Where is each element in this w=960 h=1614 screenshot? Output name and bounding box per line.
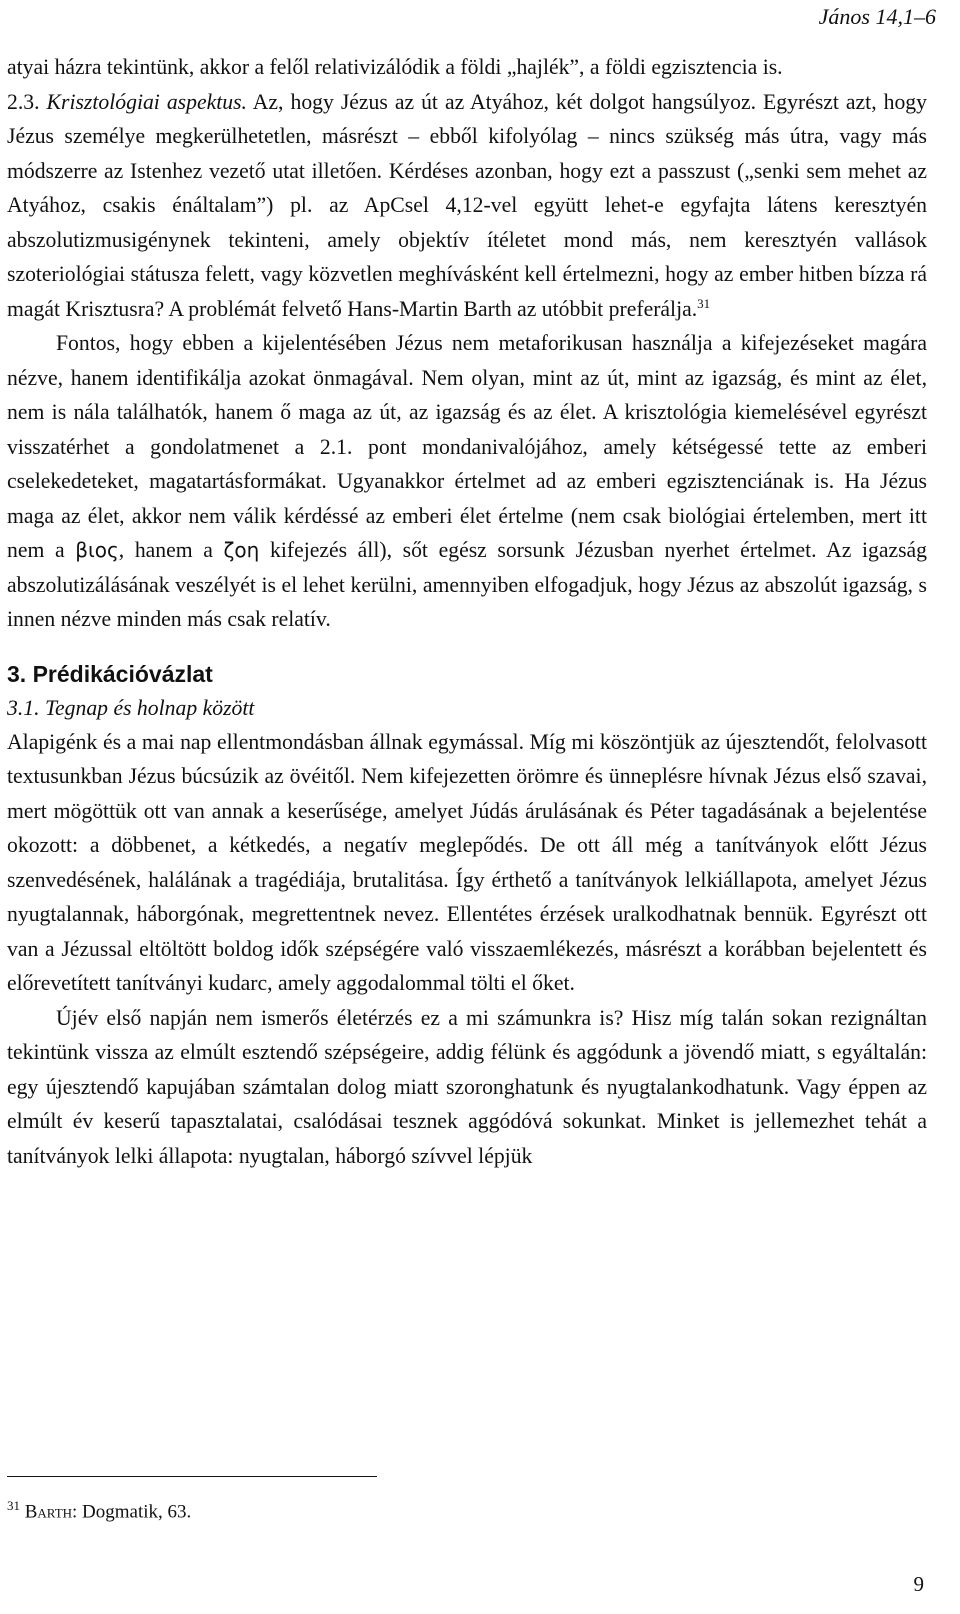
paragraph-new-year: Újév első napján nem ismerős életérzés ez a mi számunkra is? Hisz míg talán sokan rezignáltan tekintünk vissza az elmúlt esztendő szépségeire, addig félünk és aggódunk a jövendő miatt, s egyáltalán: egy újesztendő kapujában számtalan dolog miatt szoronghatunk és nyugtalankodhatunk. Vagy éppen az elmúlt év keserű tapasztalatai, csalódásai tesznek aggódóvá sokunkat. Minket is jellemezhet tehát a tanítványok lelki állapota: nyugtalan, háborgó szívvel lépjük xyxy=(7,1005,927,1168)
page-number: 9 xyxy=(913,1572,924,1596)
paragraph-text: , hanem a xyxy=(118,538,224,562)
paragraph-text: kifejezés áll), sőt egész sorsunk Jézusban nyerhet értelmet. Az igazság abszolutizálásának veszélyét is el lehet kerülni, amennyiben elfogadjuk, hogy Jézus az abszolút igazság, s innen nézve minden más csak relatív. xyxy=(7,538,927,631)
subsection-title-inline: Krisztológiai aspektus. xyxy=(46,89,247,114)
paragraph-sermon-intro: Alapigénk és a mai nap ellentmondásban állnak egymással. Míg mi köszöntjük az újesztendőt, felolvasott textusunkban Jézus búcsúzik az övéitől. Nem kifejezetten örömre és ünneplésre hívnak Jézus első szavai, mert mögöttük ott van annak a keserűsége, amelyet Júdás árulásának és Péter tagadásának a bejelentése okozott: a döbbenet, a kétkedés, a negatív meglepődés. De ott áll még a tanítványok előtt Jézus szenvedésének, halálának a tragédiája, brutalitása. Így érthető a tanítványok lelkiállapota, amelyet Jézus nyugtalannak, háborgónak, megrettentnek nevez. Ellentétes érzések uralkodhatnak bennük. Egyrészt ott van a Jézussal eltöltött boldog idők szépségére való visszaemlékezés, másrészt a korábban bejelentett és előrevetített tanítványi kudarc, amely aggodalommal tölti el őket. xyxy=(7,729,927,995)
footnote xyxy=(7,1494,191,1524)
paragraph-text: Fontos, hogy ebben a kijelentésében Jézus nem metaforikusan használja a kifejezéseket magára nézve, hanem identifikálja azokat önmagával. Nem olyan, mint az út, mint az igazság, és mint az élet, nem is nála találhatók, hanem ő maga az út, az igazság és az élet. A krisztológia kiemelésével egyrészt visszatérhet a gondolatmenet a 2.1. pont mondanivalójához, amely kétségessé tette az emberi cselekedeteket, magatartásformákat. Ugyanakkor értelmet ad az emberi egzisztenciának is. Ha Jézus maga az élet, akkor nem válik kérdéssé az emberi élet értelme (nem csak biológiai értelemben, mert itt nem a xyxy=(7,331,927,562)
paragraph-christology xyxy=(7,85,927,327)
footnote-reference[interactable]: 31 xyxy=(697,295,711,311)
footnote-text: : Dogmatik, 63. xyxy=(72,1501,192,1523)
greek-word-zoe: ζοη xyxy=(223,538,260,562)
running-header: János 14,1–6 xyxy=(818,4,936,29)
paragraph-identification xyxy=(7,326,927,637)
footnote-number: 31 xyxy=(7,1498,20,1513)
footnote-author: Barth xyxy=(24,1501,73,1523)
subsection-heading: 3.1. Tegnap és holnap között xyxy=(7,695,255,720)
section-heading: 3. Prédikációvázlat xyxy=(7,660,213,687)
body-text xyxy=(7,50,927,1173)
footnote-divider xyxy=(7,1476,377,1477)
paragraph-continuation: atyai házra tekintünk, akkor a felől relativizálódik a földi „hajlék”, a földi egzisztencia is. xyxy=(7,55,783,79)
subsection-number: 2.3. xyxy=(7,89,40,114)
paragraph-text: Az, hogy Jézus az út az Atyához, két dolgot hangsúlyoz. Egyrészt azt, hogy Jézus személye megkerülhetetlen, másrészt – ebből kifolyólag – nincs szükség más útra, vagy más módszerre az Istenhez vezető utat illetően. Kérdéses azonban, hogy ezt a passzust („senki sem mehet az Atyához, csakis énáltalam”) pl. az ApCsel 4,12-vel együtt lehet-e egyfajta látens keresztyén abszolutizmusigénynek tekinteni, amely objektív ítéletet mond más, nem keresztyén vallások szoteriológiai státusza felett, vagy közvetlen meghívásként kell értelmezni, hogy az ember hitben bízza rá magát Krisztusra? A problémát felvető Hans-Martin Barth az utóbbit preferálja. xyxy=(7,89,927,321)
greek-word-bios: βιος xyxy=(75,538,119,562)
